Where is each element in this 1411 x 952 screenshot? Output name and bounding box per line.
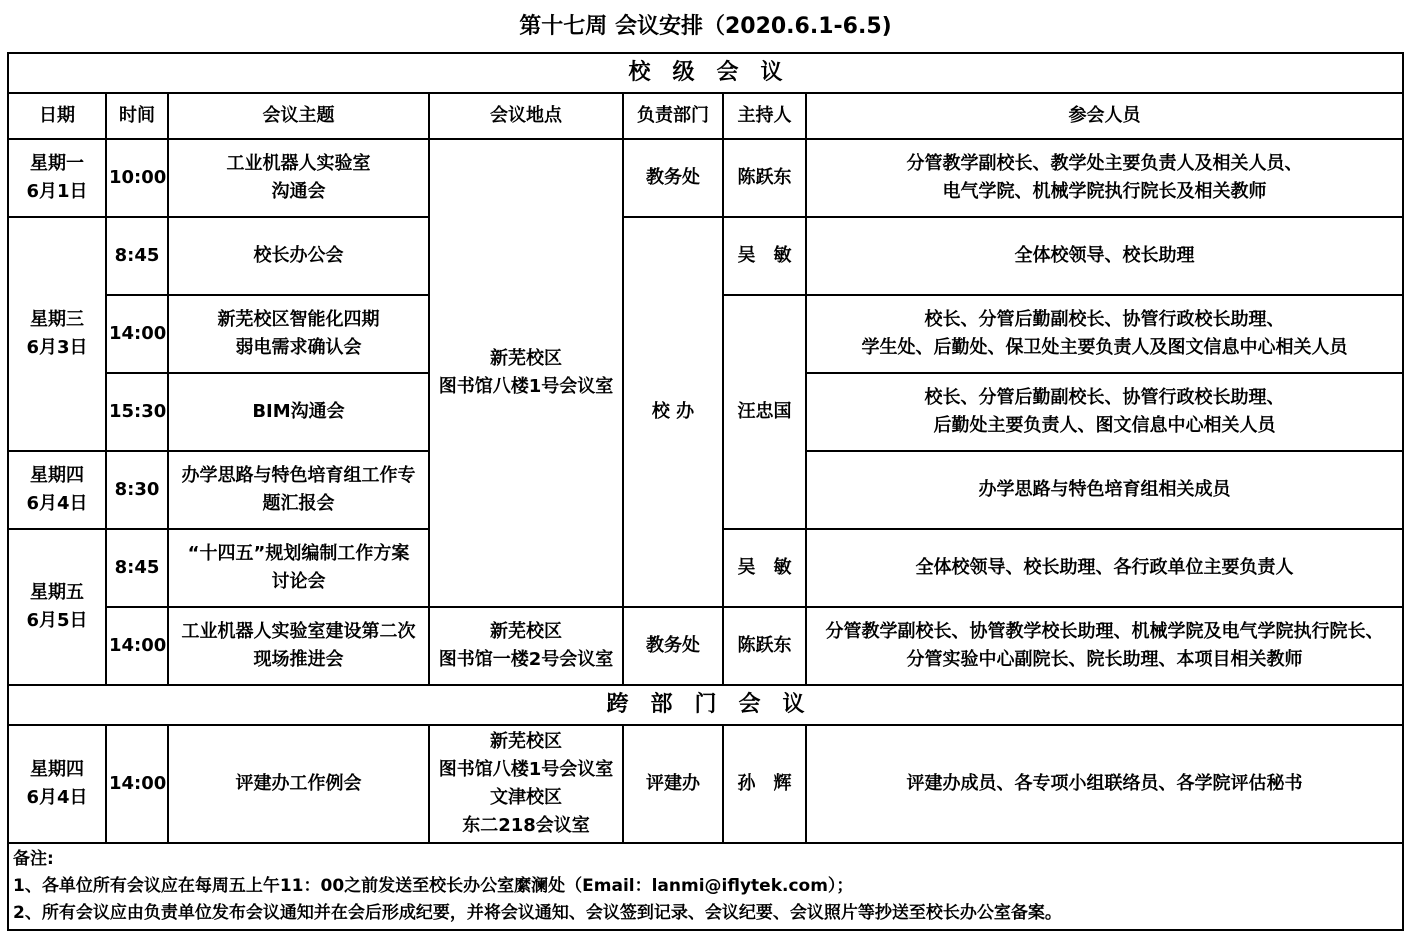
location-cell: 新芜校区 图书馆八楼1号会议室 文津校区 东二218会议室	[429, 725, 623, 843]
dept-cell: 教务处	[623, 139, 723, 217]
attendees-cell: 全体校领导、校长助理	[806, 217, 1403, 295]
topic-cell: 工业机器人实验室建设第二次 现场推进会	[168, 607, 429, 685]
time-cell: 8:30	[106, 451, 168, 529]
host-cell: 陈跃东	[723, 607, 806, 685]
location-cell: 新芜校区 图书馆一楼2号会议室	[429, 607, 623, 685]
table-row	[8, 217, 1403, 295]
date-cell: 星期一 6月1日	[8, 139, 106, 217]
time-cell: 8:45	[106, 529, 168, 607]
date-cell: 星期四 6月4日	[8, 725, 106, 843]
notes-line-1: 1、各单位所有会议应在每周五上午11：00之前发送至校长办公室縻澜处（Email：lanmi@iflytek.com）；	[13, 876, 854, 896]
time-cell: 8:45	[106, 217, 168, 295]
header-time: 时间	[106, 93, 168, 139]
topic-cell: 工业机器人实验室 沟通会	[168, 139, 429, 217]
table-row	[8, 725, 1403, 843]
dept-cell: 教务处	[623, 607, 723, 685]
host-cell: 孙 辉	[723, 725, 806, 843]
date-cell: 星期五 6月5日	[8, 529, 106, 685]
time-cell: 14:00	[106, 725, 168, 843]
page-title: 第十七周 会议安排（2020.6.1-6.5)	[519, 14, 892, 39]
header-row	[8, 93, 1403, 139]
attendees-cell: 分管教学副校长、教学处主要负责人及相关人员、 电气学院、机械学院执行院长及相关教师	[806, 139, 1403, 217]
header-host: 主持人	[723, 93, 806, 139]
notes-row	[8, 843, 1403, 930]
table-row	[8, 607, 1403, 685]
dept-cell: 评建办	[623, 725, 723, 843]
attendees-cell: 分管教学副校长、协管教学校长助理、机械学院及电气学院执行院长、 分管实验中心副院长、院长助理、本项目相关教师	[806, 607, 1403, 685]
school-section-heading: 校 级 会 议	[8, 53, 1403, 93]
time-cell: 14:00	[106, 295, 168, 373]
host-cell: 汪忠国	[723, 295, 806, 529]
topic-cell: 校长办公会	[168, 217, 429, 295]
attendees-cell: 全体校领导、校长助理、各行政单位主要负责人	[806, 529, 1403, 607]
notes-line-2: 2、所有会议应由负责单位发布会议通知并在会后形成纪要，并将会议通知、会议签到记录、会议纪要、会议照片等抄送至校长办公室备案。	[13, 903, 1062, 923]
topic-cell: 办学思路与特色培育组工作专 题汇报会	[168, 451, 429, 529]
topic-cell: 评建办工作例会	[168, 725, 429, 843]
time-cell: 10:00	[106, 139, 168, 217]
topic-cell: BIM沟通会	[168, 373, 429, 451]
cross-section-heading: 跨 部 门 会 议	[8, 685, 1403, 725]
header-date: 日期	[8, 93, 106, 139]
notes-cell	[8, 843, 1403, 930]
location-cell: 新芜校区 图书馆八楼1号会议室	[429, 139, 623, 607]
host-cell: 吴 敏	[723, 217, 806, 295]
date-cell: 星期三 6月3日	[8, 217, 106, 451]
header-topic: 会议主题	[168, 93, 429, 139]
date-cell: 星期四 6月4日	[8, 451, 106, 529]
dept-cell: 校 办	[623, 217, 723, 607]
section-row-cross	[8, 685, 1403, 725]
attendees-cell: 校长、分管后勤副校长、协管行政校长助理、 后勤处主要负责人、图文信息中心相关人员	[806, 373, 1403, 451]
attendees-cell: 办学思路与特色培育组相关成员	[806, 451, 1403, 529]
host-cell: 吴 敏	[723, 529, 806, 607]
attendees-cell: 评建办成员、各专项小组联络员、各学院评估秘书	[806, 725, 1403, 843]
notes-heading: 备注:	[13, 849, 54, 869]
section-row-school	[8, 53, 1403, 93]
header-attendees: 参会人员	[806, 93, 1403, 139]
header-location: 会议地点	[429, 93, 623, 139]
meeting-schedule-table	[7, 52, 1404, 931]
time-cell: 15:30	[106, 373, 168, 451]
topic-cell: 新芜校区智能化四期 弱电需求确认会	[168, 295, 429, 373]
attendees-cell: 校长、分管后勤副校长、协管行政校长助理、 学生处、后勤处、保卫处主要负责人及图文信息中心相关人员	[806, 295, 1403, 373]
time-cell: 14:00	[106, 607, 168, 685]
topic-cell: “十四五”规划编制工作方案 讨论会	[168, 529, 429, 607]
table-row	[8, 139, 1403, 217]
header-dept: 负责部门	[623, 93, 723, 139]
host-cell: 陈跃东	[723, 139, 806, 217]
